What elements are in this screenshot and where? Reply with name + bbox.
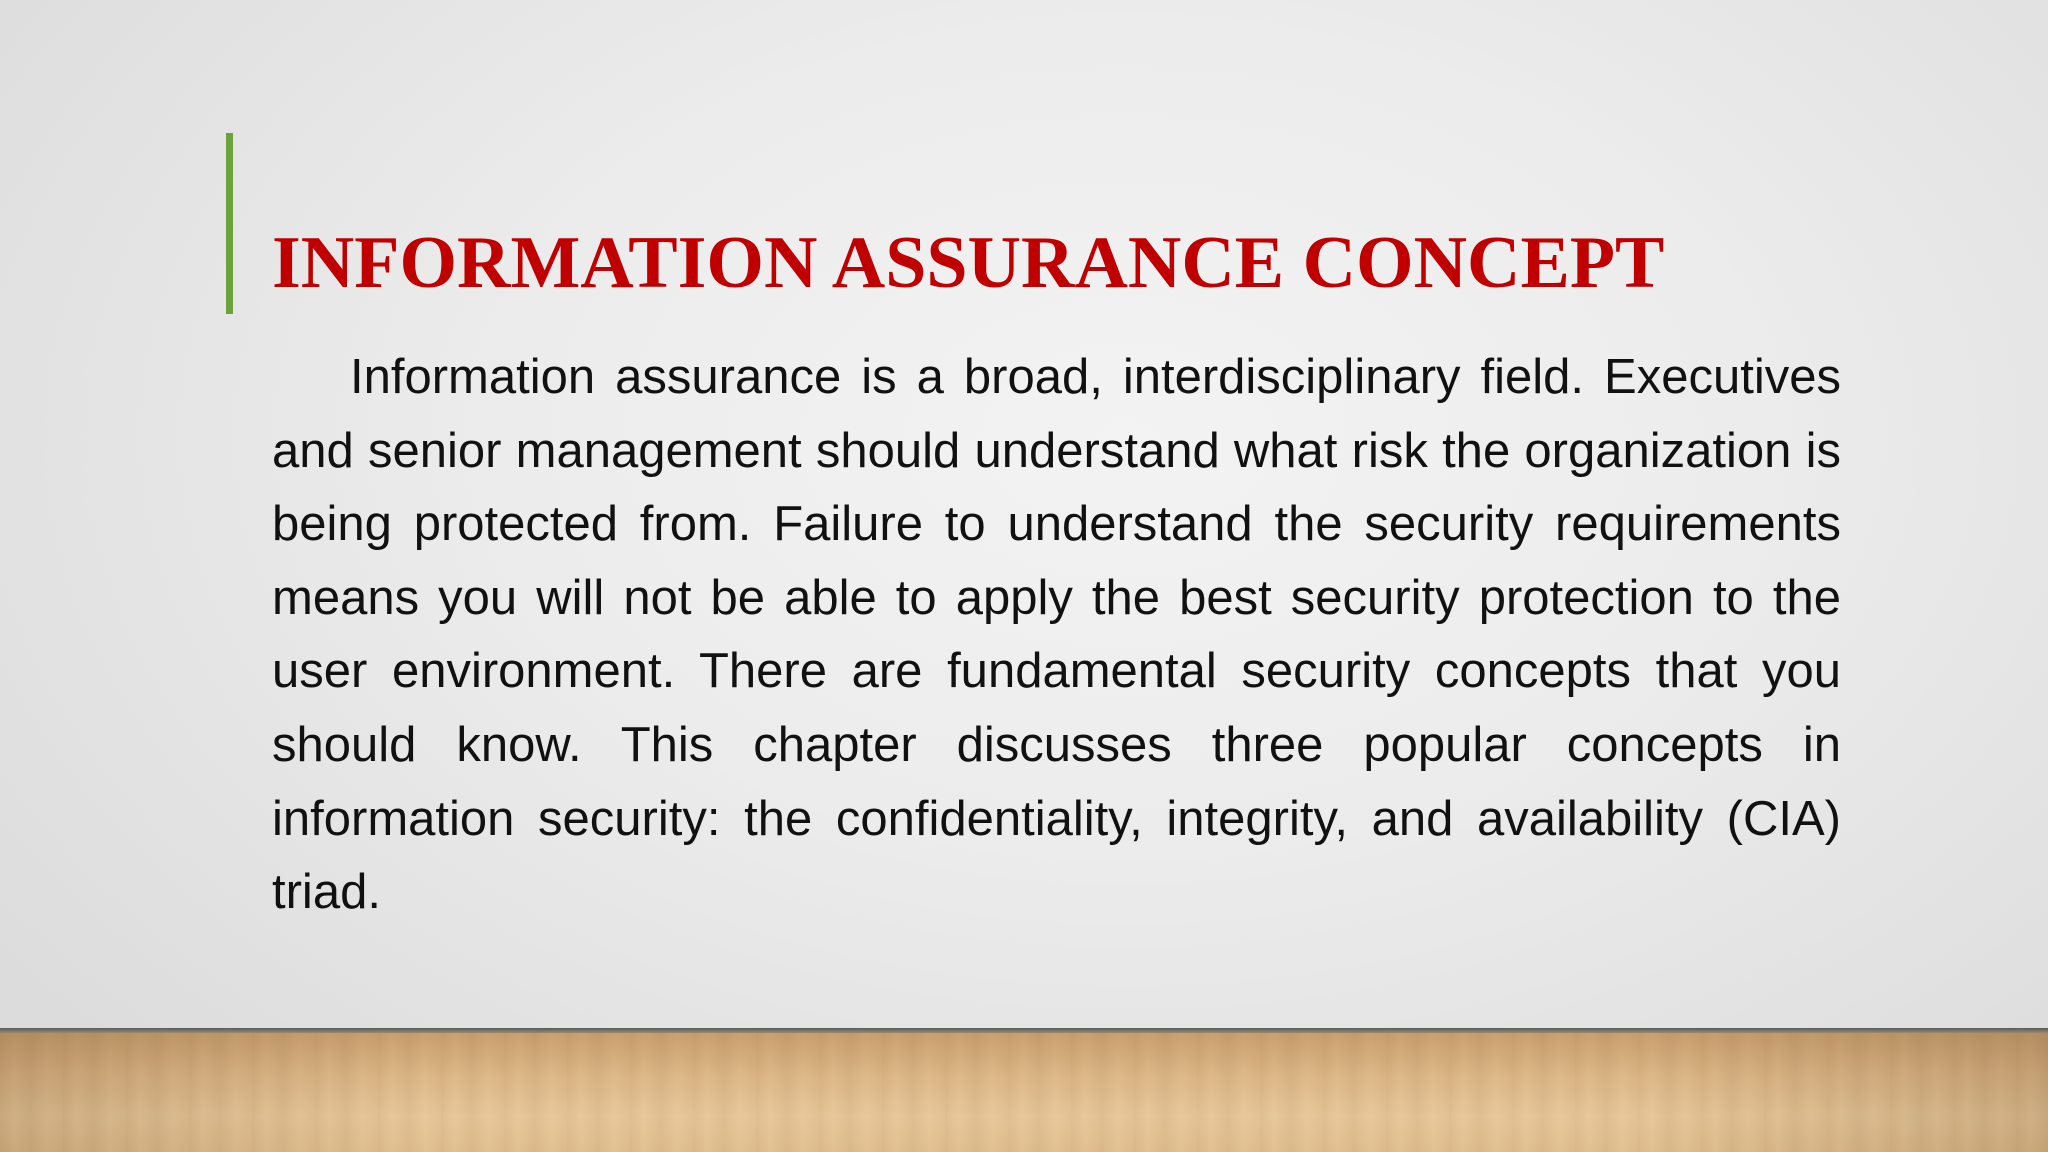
slide-title: INFORMATION ASSURANCE CONCEPT — [272, 222, 1665, 304]
title-accent-bar — [226, 133, 233, 314]
slide-body-text: Information assurance is a broad, interdisciplinary field. Executives and senior management should understand what risk the organization is being protected from. Failure to understand the security requirements means you will not be able to apply the best security protection to the user environment. There are fundamental security concepts that you should know. This chapter discusses three popular concepts in information security: the confidentiality, integrity, and availability (CIA) triad. — [272, 350, 1841, 920]
floor-shading — [0, 1033, 2048, 1152]
